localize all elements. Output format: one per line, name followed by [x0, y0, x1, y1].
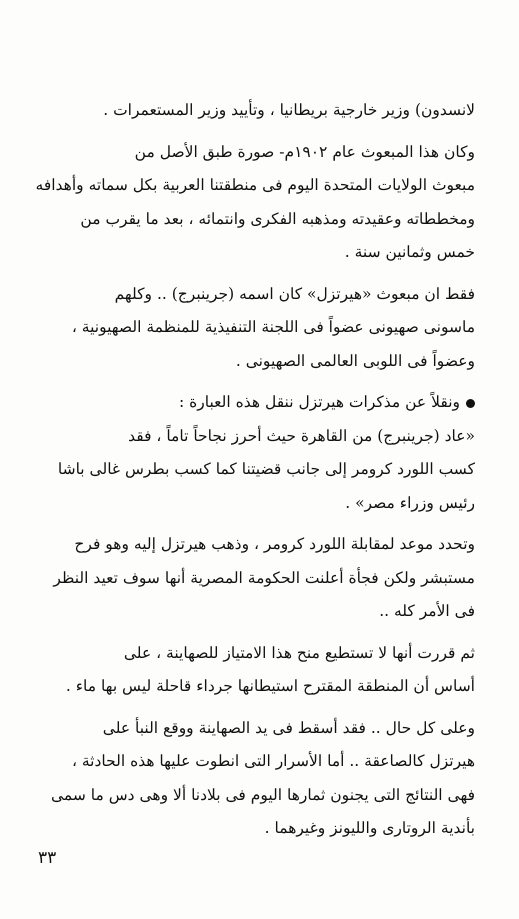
paragraph — [36, 94, 475, 128]
paragraph-gap — [36, 270, 475, 278]
text-line: وعلى كل حال .. فقد أسقط فى يد الصهاينة ووقع النبأ على — [102, 718, 475, 737]
text-line: «عاد (جرينبرج) من القاهرة حيث أحرز نجاحاً تاماً ، فقد — [128, 426, 475, 445]
page-number: ٣٣ — [38, 848, 57, 868]
body-text — [36, 94, 475, 846]
bullet-text: ونقلاً عن مذكرات هيرتزل ننقل هذه العبارة : — [179, 393, 460, 411]
text-line: خمس وثمانين سنة . — [344, 243, 475, 261]
text-line: فى الأمر كله .. — [379, 602, 475, 620]
text-line: كسب اللورد كرومر إلى جانب قضيتنا كما كسب بطرس غالى باشا — [57, 460, 475, 478]
text-line: أساس أن المنطقة المقترح استيطانها جرداء قاحلة ليس بها ماء . — [65, 677, 475, 695]
text-line: فقط ان مبعوث «هيرتزل» كان اسمه (جرينبرج) .. وكلهم — [114, 284, 475, 303]
paragraph — [36, 136, 475, 270]
paragraph-gap — [36, 704, 475, 712]
text-line — [36, 386, 475, 420]
paragraph-gap — [36, 128, 475, 136]
paragraph-gap — [36, 520, 475, 528]
text-line: فهى النتائج التى يجنون ثمارها اليوم فى بلادنا ألا وهى دس ما سمى — [51, 785, 475, 804]
text-line: وعضواً فى اللوبى العالمى الصهيونى . — [235, 351, 475, 370]
text-line: بأندية الروتارى والليونز وغيرهما . — [264, 819, 475, 837]
text-line: لانسدون) وزير خارجية بريطانيا ، وتأييد وزير المستعمرات . — [103, 101, 475, 119]
text-line: ثم قررت أنها لا تستطيع منح هذا الامتياز للصهاينة ، على — [123, 643, 475, 662]
text-line: ماسونى صهيونى عضواً فى اللجنة التنفيذية للمنظمة الصهيونية ، — [71, 318, 475, 336]
text-line: رئيس وزراء مصر» . — [345, 493, 475, 512]
paragraph-gap — [36, 629, 475, 637]
bullet-icon — [466, 399, 475, 408]
paragraph — [36, 528, 475, 629]
text-line: مستبشر ولكن فجأة أعلنت الحكومة المصرية أنها سوف تعيد النظر — [53, 568, 475, 587]
text-line: مبعوث الولايات المتحدة اليوم فى منطقتنا العربية بكل سماته وأهدافه — [36, 176, 475, 194]
text-line: ومخططاته وعقيدته ومذهبه الفكرى وانتمائه ، بعد ما يقرب من — [80, 209, 475, 228]
paragraph — [36, 712, 475, 846]
paragraph — [36, 637, 475, 704]
text-line: وتحدد موعد لمقابلة اللورد كرومر ، وذهب هيرتزل إليه وهو فرح — [74, 535, 475, 553]
paragraph-gap — [36, 378, 475, 386]
paragraph — [36, 386, 475, 520]
paragraph — [36, 278, 475, 379]
text-line: هيرتزل كالصاعقة .. أما الأسرار التى انطوت عليها هذه الحادثة ، — [71, 752, 475, 770]
text-line: وكان هذا المبعوث عام ١٩٠٢م- صورة طبق الأصل من — [134, 142, 475, 161]
